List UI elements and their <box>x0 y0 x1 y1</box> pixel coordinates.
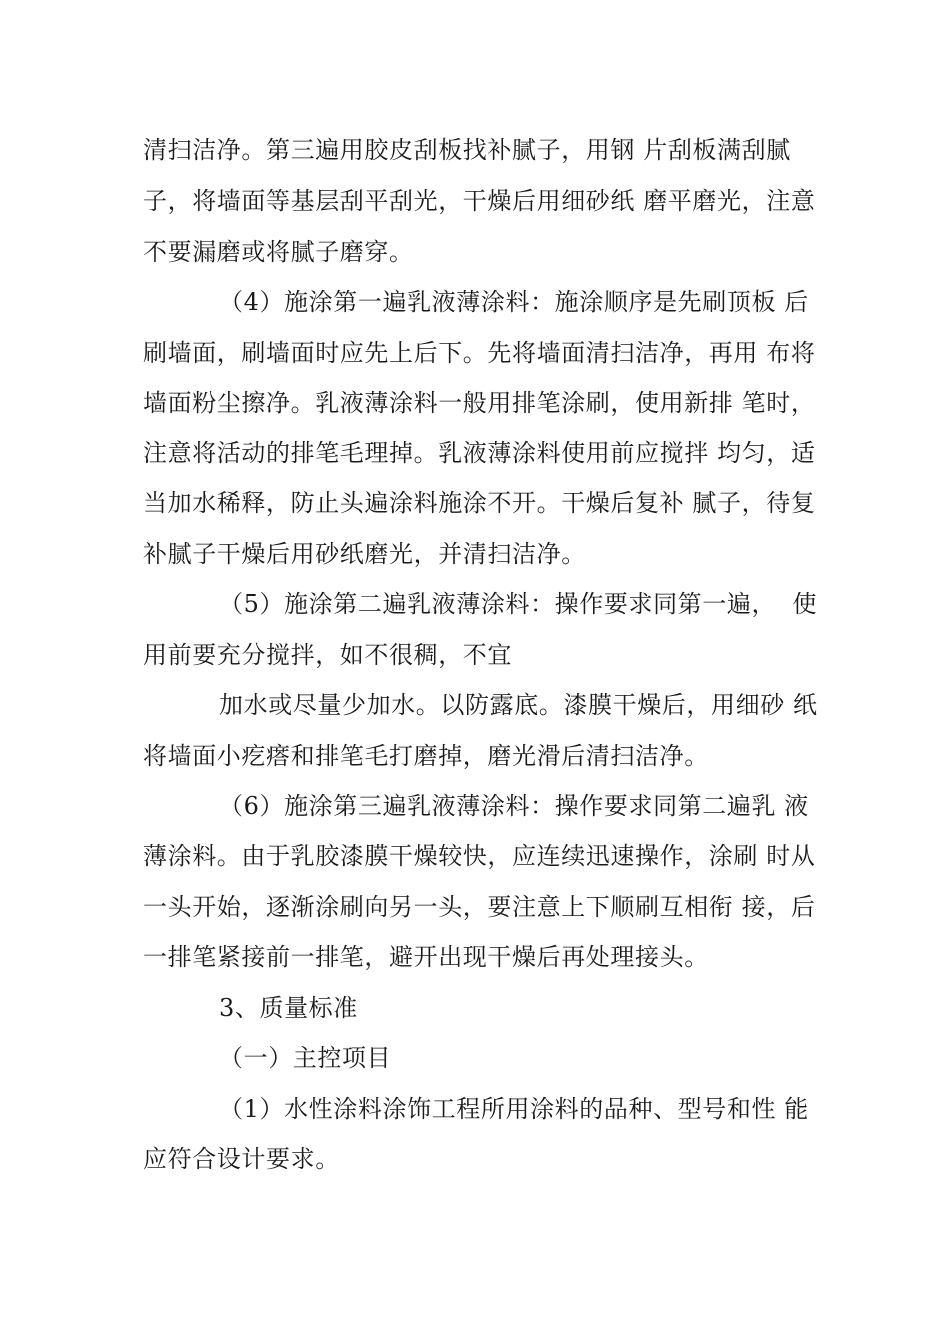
text-line: 一头开始，逐渐涂刷向另一头，要注意上下顺刷互相衔 接，后 <box>143 893 816 921</box>
text-line: 清扫洁净。第三遍用胶皮刮板找补腻子，用钢 片刮板满刮腻 <box>143 136 791 164</box>
paragraph-start-line: （6）施涂第三遍乳液薄涂料：操作要求同第二遍乳 液 <box>219 792 809 820</box>
paragraph-start-line: （1）水性涂料涂饰工程所用涂料的品种、型号和性 能 <box>219 1095 809 1123</box>
text-line: 当加水稀释，防止头遍涂料施涂不开。干燥后复补 腻子，待复 <box>143 489 816 517</box>
text-line: 应符合设计要求。 <box>143 1145 340 1173</box>
paragraph-start-line: （5）施涂第二遍乳液薄涂料：操作要求同第一遍， 使 <box>219 590 818 618</box>
subsection-heading: （一）主控项目 <box>219 1044 392 1072</box>
text-line: 刷墙面，刷墙面时应先上后下。先将墙面清扫洁净，再用 布将 <box>143 339 816 367</box>
text-line: 一排笔紧接前一排笔，避开出现干燥后再处理接头。 <box>143 943 709 971</box>
paragraph-start-line: （4）施涂第一遍乳液薄涂料：施涂顺序是先刷顶板 后 <box>219 288 809 316</box>
text-line: 用前要充分搅拌，如不很稠，不宜 <box>143 641 512 669</box>
text-line: 墙面粉尘擦净。乳液薄涂料一般用排笔涂刷，使用新排 笔时， <box>143 389 816 417</box>
text-line: 将墙面小疙瘩和排笔毛打磨掉，磨光滑后清扫洁净。 <box>143 742 709 770</box>
section-heading: 3、质量标准 <box>219 994 358 1022</box>
text-line: 子，将墙面等基层刮平刮光，干燥后用细砂纸 磨平磨光，注意 <box>143 187 816 215</box>
text-line: 薄涂料。由于乳胶漆膜干燥较快，应连续迅速操作，涂刷 时从 <box>143 842 816 870</box>
text-line: 不要漏磨或将腻子磨穿。 <box>143 238 414 266</box>
text-line: 注意将活动的排笔毛理掉。乳液薄涂料使用前应搅拌 均匀，适 <box>143 439 816 467</box>
paragraph-start-line: 加水或尽量少加水。以防露底。漆膜干燥后，用细砂 纸 <box>219 691 818 719</box>
text-line: 补腻子干燥后用砂纸磨光，并清扫洁净。 <box>143 540 586 568</box>
